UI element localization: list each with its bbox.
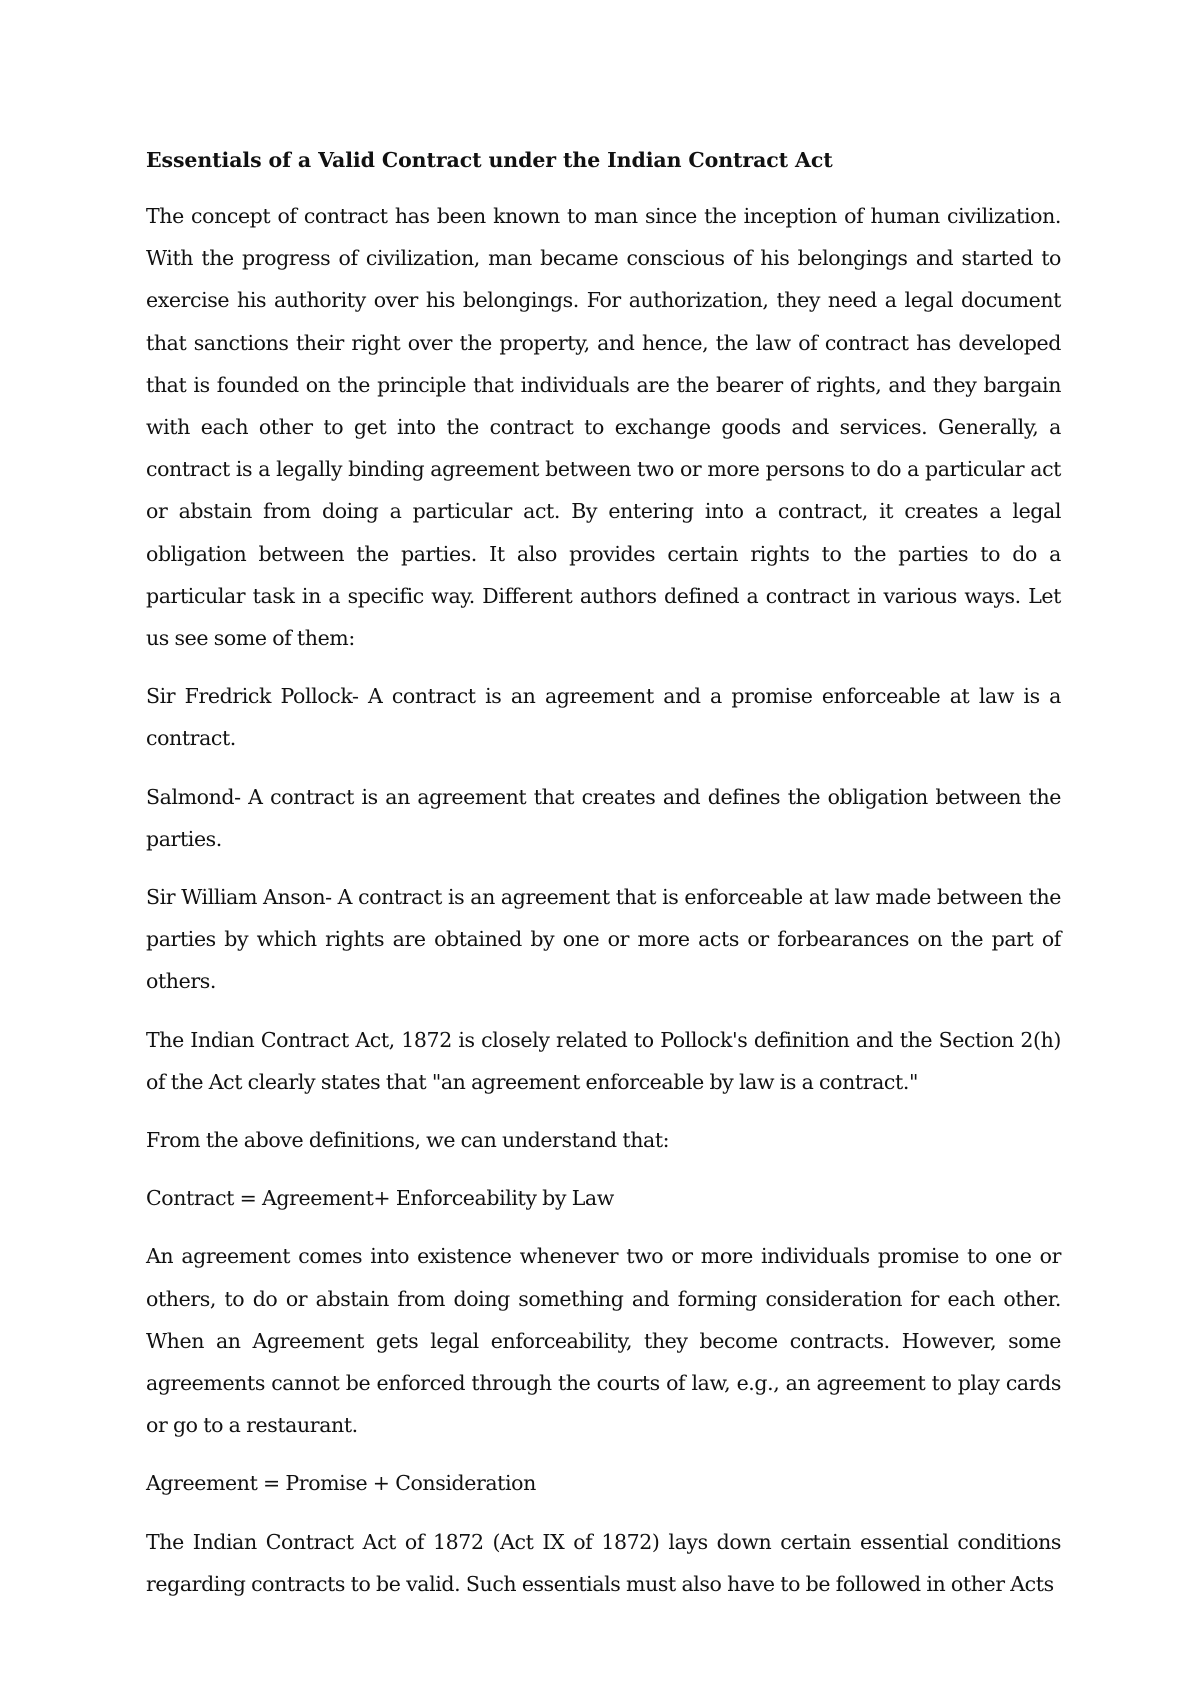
paragraph-essentials: The Indian Contract Act of 1872 (Act IX of 1872) lays down certain essential conditions regarding contracts to be valid. Such essentials must also have to be followed in other Acts	[146, 1529, 1061, 1596]
paragraph-agreement: An agreement comes into existence whenever two or more individuals promise to one or others, to do or abstain from doing something and forming consideration for each other. When an Agreement gets legal enforceability, they become contracts. However, some agreements cannot be enforced through the courts of law, e.g., an agreement to play cards or go to a restaurant.	[146, 1244, 1061, 1438]
paragraph-anson-definition: Sir William Anson- A contract is an agreement that is enforceable at law made between the parties by which rights are obtained by one or more acts or forbearances on the part of others.	[146, 885, 1061, 994]
paragraph-understanding: From the above definitions, we can understand that:	[146, 1128, 670, 1153]
paragraph-salmond-definition: Salmond- A contract is an agreement that creates and defines the obligation between the parties.	[146, 784, 1061, 851]
document-title: Essentials of a Valid Contract under the Indian Contract Act	[146, 148, 833, 172]
formula-contract: Contract = Agreement+ Enforceability by Law	[146, 1186, 614, 1211]
paragraph-pollock-definition: Sir Fredrick Pollock- A contract is an agreement and a promise enforceable at law is a contract.	[146, 684, 1061, 751]
paragraph-intro: The concept of contract has been known to man since the inception of human civilization. With the progress of civilization, man became conscious of his belongings and started to exercise his authority over his belongings. For authorization, they need a legal document that sanctions their right over the property, and hence, the law of contract has developed that is founded on the principle that individuals are the bearer of rights, and they bargain with each other to get into the contract to exchange goods and services. Generally, a contract is a legally binding agreement between two or more persons to do a particular act or abstain from doing a particular act. By entering into a contract, it creates a legal obligation between the parties. It also provides certain rights to the parties to do a particular task in a specific way. Different authors defined a contract in various ways. Let us see some of them:	[146, 204, 1061, 651]
paragraph-section-2h: The Indian Contract Act, 1872 is closely related to Pollock's definition and the Section 2(h) of the Act clearly states that "an agreement enforceable by law is a contract."	[146, 1027, 1061, 1094]
formula-agreement: Agreement = Promise + Consideration	[146, 1471, 536, 1496]
document-body	[146, 143, 1061, 1621]
